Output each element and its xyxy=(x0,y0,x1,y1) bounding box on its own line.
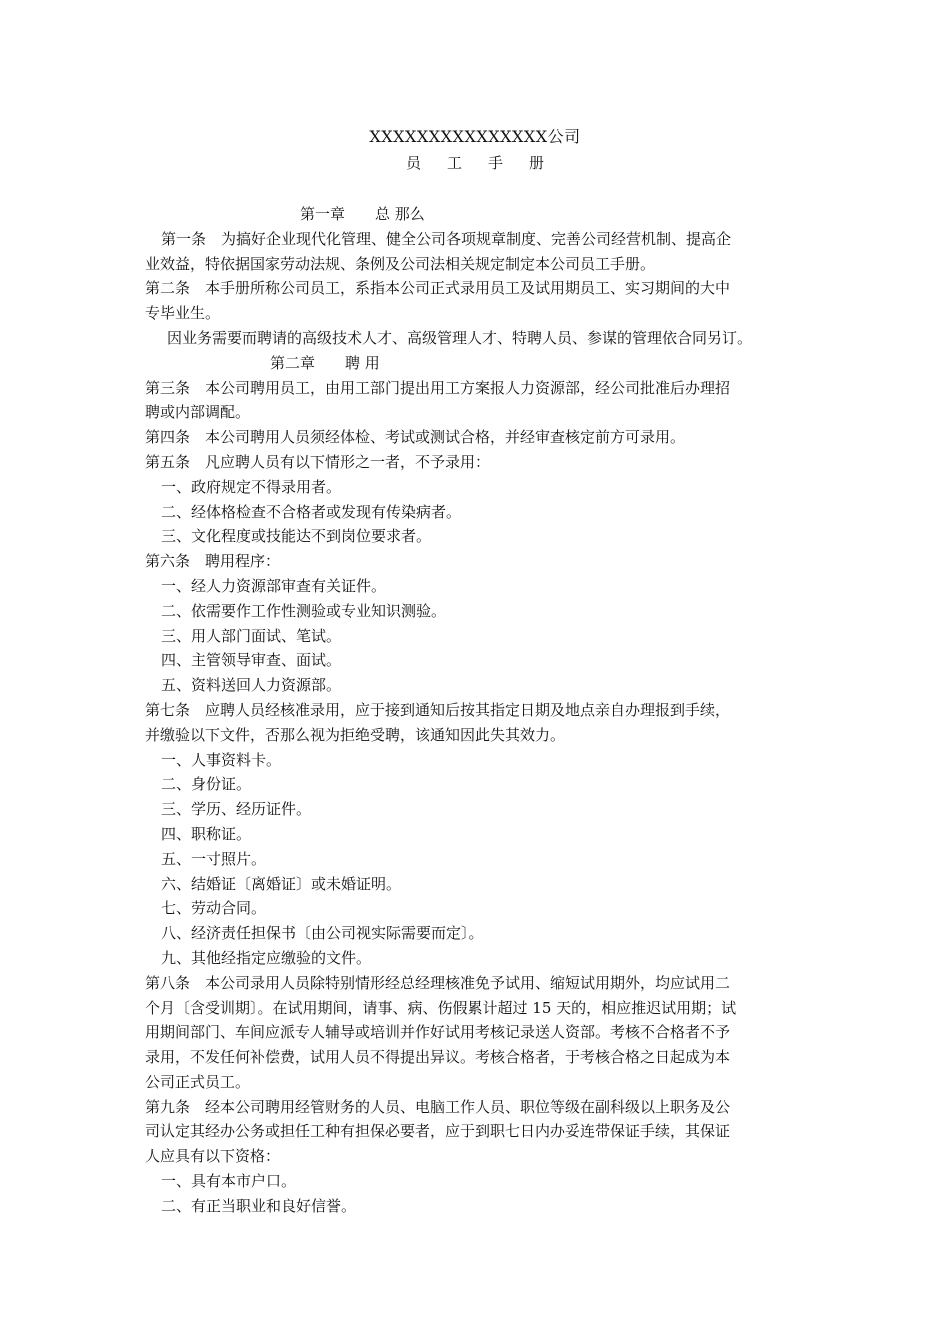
paragraph-line: 第六条 聘用程序： xyxy=(145,552,281,571)
list-item: 一、具有本市户口。 xyxy=(161,1172,297,1191)
paragraph-line: 业效益，特依据国家劳动法规、条例及公司法相关规定制定本公司员工手册。 xyxy=(145,254,656,273)
list-item: 一、人事资料卡。 xyxy=(161,750,282,769)
paragraph-line: 因业务需要而聘请的高级技术人才、高级管理人才、特聘人员、参谋的管理依合同另订。 xyxy=(167,328,753,347)
list-item: 二、身份证。 xyxy=(161,775,252,794)
list-item: 三、用人部门面试、笔试。 xyxy=(161,626,342,645)
paragraph-line: 第五条 凡应聘人员有以下情形之一者，不予录用： xyxy=(145,452,491,471)
paragraph-line: 第三条 本公司聘用员工，由用工部门提出用工方案报人力资源部，经公司批准后办理招 xyxy=(145,378,731,397)
list-item: 五、资料送回人力资源部。 xyxy=(161,676,342,695)
company-title: XXXXXXXXXXXXXXX公司 xyxy=(369,127,581,146)
list-item: 一、经人力资源部审查有关证件。 xyxy=(161,576,387,595)
paragraph-line: 第一条 为搞好企业现代化管理、健全公司各项规章制度、完善公司经营机制、提高企 xyxy=(161,229,732,248)
paragraph-line: 用期间部门、车间应派专人辅导或培训并作好试用考核记录送人资部。考核不合格者不予 xyxy=(145,1023,731,1042)
list-item: 六、结婚证〔离婚证〕或未婚证明。 xyxy=(161,874,402,893)
list-item: 三、学历、经历证件。 xyxy=(161,800,312,819)
list-item: 七、劳动合同。 xyxy=(161,899,267,918)
paragraph-line: 公司正式员工。 xyxy=(145,1072,251,1091)
paragraph-line: 人应具有以下资格： xyxy=(145,1147,281,1166)
chapter-heading: 第一章 总 那么 xyxy=(300,205,425,223)
paragraph-line: 第四条 本公司聘用人员须经体检、考试或测试合格，并经审查核定前方可录用。 xyxy=(145,428,686,447)
list-item: 五、一寸照片。 xyxy=(161,849,267,868)
paragraph-line: 第九条 经本公司聘用经管财务的人员、电脑工作人员、职位等级在副科级以上职务及公 xyxy=(145,1097,731,1116)
list-item: 四、职称证。 xyxy=(161,824,252,843)
paragraph-line: 司认定其经办公务或担任工种有担保必要者，应于到职七日内办妥连带保证手续，其保证 xyxy=(145,1122,731,1141)
handbook-body xyxy=(145,202,810,1219)
list-item: 一、政府规定不得录用者。 xyxy=(161,477,342,496)
list-item: 二、依需要作工作性测验或专业知识测验。 xyxy=(161,601,447,620)
list-item: 四、主管领导审查、面试。 xyxy=(161,651,342,670)
list-item: 三、文化程度或技能达不到岗位要求者。 xyxy=(161,527,432,546)
handbook-title-char: 册 xyxy=(529,154,545,172)
handbook-title-char: 工 xyxy=(446,154,462,172)
list-item: 九、其他经指定应缴验的文件。 xyxy=(161,948,372,967)
list-item: 八、经济责任担保书〔由公司视实际需要而定〕。 xyxy=(161,924,484,943)
paragraph-line: 并缴验以下文件，否那么视为拒绝受聘，该通知因此失其效力。 xyxy=(145,725,566,744)
handbook-title xyxy=(0,153,950,173)
chapter-heading: 第二章 聘 用 xyxy=(270,353,380,372)
paragraph-line: 第八条 本公司录用人员除特别情形经总经理核准免予试用、缩短试用期外，均应试用二 xyxy=(145,973,731,992)
handbook-title-char: 员 xyxy=(405,154,421,172)
paragraph-line: 专毕业生。 xyxy=(145,304,221,323)
paragraph-line: 个月〔含受训期〕。在试用期间，请事、病、伤假累计超过 15 天的，相应推迟试用期；试 xyxy=(145,998,737,1017)
list-item: 二、有正当职业和良好信誉。 xyxy=(161,1196,357,1215)
handbook-title-char: 手 xyxy=(488,154,504,172)
paragraph-line: 第二条 本手册所称公司员工，系指本公司正式录用员工及试用期员工、实习期间的大中 xyxy=(145,279,731,298)
list-item: 二、经体格检查不合格者或发现有传染病者。 xyxy=(161,502,462,521)
paragraph-line: 聘或内部调配。 xyxy=(145,403,251,422)
paragraph-line: 第七条 应聘人员经核准录用，应于接到通知后按其指定日期及地点亲自办理报到手续， xyxy=(145,700,731,719)
paragraph-line: 录用，不发任何补偿费，试用人员不得提出异议。考核合格者，于考核合格之日起成为本 xyxy=(145,1048,731,1067)
